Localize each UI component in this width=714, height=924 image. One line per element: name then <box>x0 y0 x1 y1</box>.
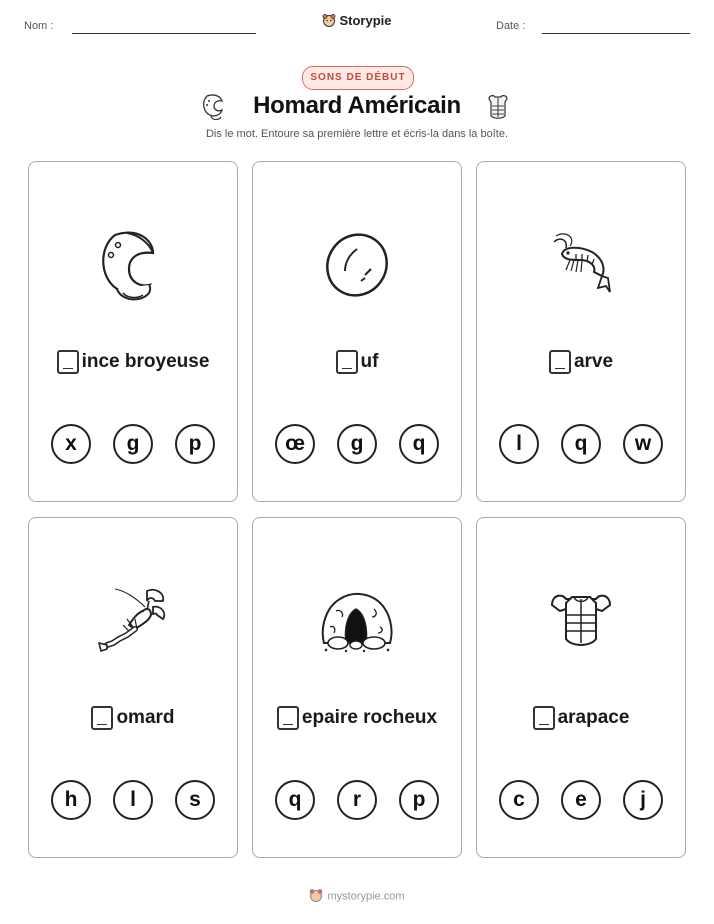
letter-answer-box[interactable] <box>336 350 358 374</box>
word-row <box>477 350 685 374</box>
letter-choices <box>477 780 685 820</box>
word-ending: ince broyeuse <box>81 351 210 372</box>
storypie-logo-icon <box>322 13 336 30</box>
word-card <box>476 517 686 858</box>
letter-choice[interactable]: g <box>113 424 153 464</box>
brand <box>0 13 714 30</box>
word-ending: uf <box>360 351 379 372</box>
letter-choice[interactable]: j <box>623 780 663 820</box>
letter-choice[interactable]: w <box>623 424 663 464</box>
name-label: Nom : <box>24 20 54 32</box>
name-line[interactable] <box>72 33 256 34</box>
letter-choice[interactable]: q <box>561 424 601 464</box>
letter-choice[interactable]: p <box>399 780 439 820</box>
armor-carapace-icon <box>484 92 512 127</box>
letter-answer-box[interactable] <box>549 350 571 374</box>
word-row <box>29 350 237 374</box>
letter-choice[interactable]: h <box>51 780 91 820</box>
storypie-logo-icon <box>309 888 323 905</box>
letter-answer-box[interactable] <box>533 706 555 730</box>
word-ending: arve <box>573 351 614 372</box>
letter-choice[interactable]: q <box>399 424 439 464</box>
letter-choice[interactable]: s <box>175 780 215 820</box>
word-card <box>476 161 686 502</box>
word-ending: arapace <box>557 707 630 728</box>
word-row <box>253 706 461 730</box>
letter-choice[interactable]: l <box>113 780 153 820</box>
brand-name: Storypie <box>339 13 392 28</box>
instructions: Dis le mot. Entoure sa première lettre et écris-la dans la boîte. <box>205 128 509 140</box>
letter-choice[interactable]: l <box>499 424 539 464</box>
word-card <box>252 517 462 858</box>
lobster-icon <box>29 576 237 666</box>
word-row <box>253 350 461 374</box>
letter-choices <box>253 780 461 820</box>
letter-choice[interactable]: r <box>337 780 377 820</box>
footer <box>0 888 714 905</box>
letter-choices <box>477 424 685 464</box>
letter-answer-box[interactable] <box>91 706 113 730</box>
word-card <box>28 161 238 502</box>
letter-choice[interactable]: x <box>51 424 91 464</box>
footer-url[interactable]: mystorypie.com <box>327 890 405 903</box>
lobster-claw-icon <box>29 220 237 310</box>
armor-carapace-icon <box>477 576 685 666</box>
word-row <box>477 706 685 730</box>
date-label: Date : <box>496 20 526 32</box>
egg-icon <box>253 220 461 310</box>
letter-choices <box>29 780 237 820</box>
page-title: Homard Américain <box>253 92 461 119</box>
letter-choices <box>253 424 461 464</box>
letter-choice[interactable]: c <box>499 780 539 820</box>
letter-choice[interactable]: p <box>175 424 215 464</box>
date-line[interactable] <box>542 33 690 34</box>
sound-type-badge: SONS DE DÉBUT <box>302 66 414 90</box>
shrimp-larva-icon <box>477 220 685 310</box>
letter-choice[interactable]: q <box>275 780 315 820</box>
word-card <box>28 517 238 858</box>
letter-choice[interactable]: e <box>561 780 601 820</box>
word-ending: omard <box>116 707 175 728</box>
letter-choices <box>29 424 237 464</box>
word-row <box>29 706 237 730</box>
letter-choice[interactable]: g <box>337 424 377 464</box>
word-card <box>252 161 462 502</box>
rocky-cave-icon <box>253 576 461 666</box>
letter-answer-box[interactable] <box>57 350 79 374</box>
letter-choice[interactable]: œ <box>275 424 315 464</box>
word-ending: epaire rocheux <box>301 707 438 728</box>
letter-answer-box[interactable] <box>277 706 299 730</box>
